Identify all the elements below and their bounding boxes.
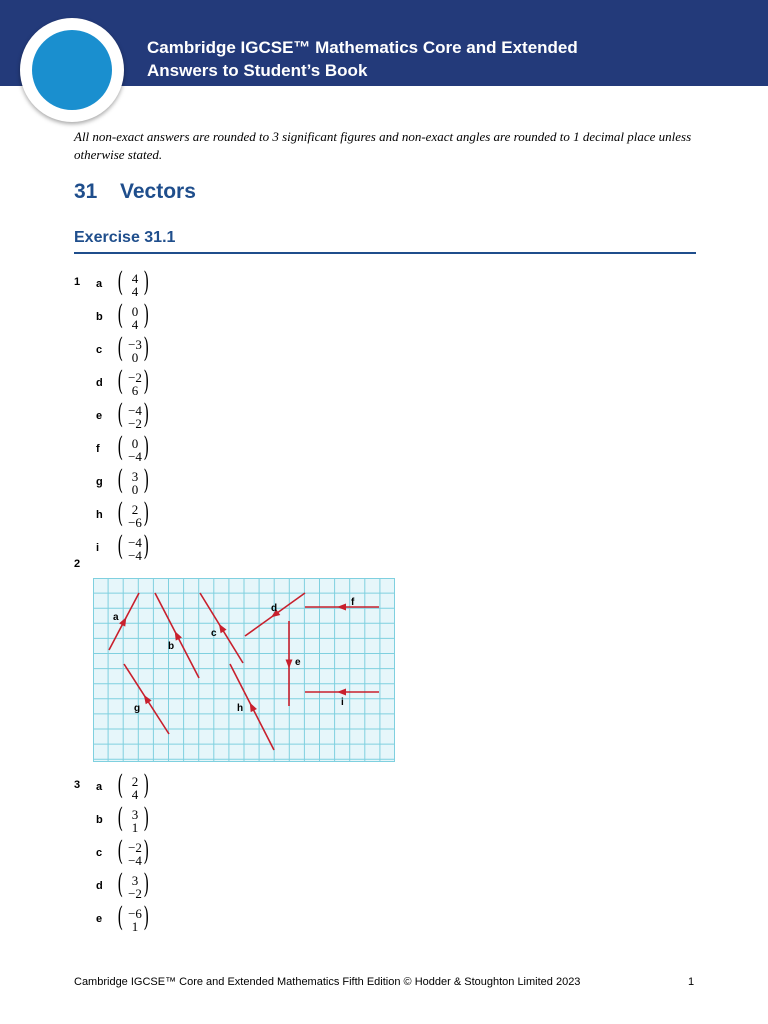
vector-bottom: −2 (128, 886, 142, 901)
vector-top: 0 (131, 304, 139, 319)
left-paren: ( (117, 836, 124, 867)
vector-top: 4 (131, 271, 139, 286)
column-vector (117, 498, 158, 530)
vector-bottom: −4 (128, 449, 142, 464)
vector-h-label: h (237, 703, 244, 714)
part-label: f (96, 443, 100, 455)
column-vector (117, 803, 158, 835)
part-label: g (96, 476, 103, 488)
heading-rule (74, 252, 696, 254)
part-label: a (96, 278, 103, 290)
right-paren: ) (143, 366, 150, 397)
right-paren: ) (143, 465, 150, 496)
vector-top: 3 (131, 807, 139, 822)
rounding-note: All non-exact answers are rounded to 3 significant figures and non-exact angles are rounded to 1 decimal place unless otherwise stated. (74, 129, 692, 162)
part-label: d (96, 377, 103, 389)
vector-grid-diagram (93, 578, 395, 762)
part-label: c (96, 847, 103, 859)
column-vector (117, 465, 158, 497)
question-number: 2 (74, 558, 81, 570)
column-vector (117, 300, 158, 332)
footer-copyright: Cambridge IGCSE™ Core and Extended Mathematics Fifth Edition © Hodder & Stoughton Limited 2023 (74, 976, 581, 988)
column-vector (117, 770, 158, 802)
part-label: d (96, 880, 103, 892)
vector-bottom: −4 (128, 853, 142, 868)
right-paren: ) (143, 902, 150, 933)
column-vector (117, 902, 158, 934)
left-paren: ( (117, 333, 124, 364)
vector-b-label: b (168, 641, 175, 652)
vector-c-label: c (211, 628, 217, 639)
left-paren: ( (117, 902, 124, 933)
question-number: 3 (74, 779, 81, 791)
right-paren: ) (143, 333, 150, 364)
question-number: 1 (74, 276, 81, 288)
vector-bottom: −6 (128, 515, 142, 530)
column-vector (117, 836, 158, 868)
column-vector (117, 333, 158, 365)
vector-g-label: g (134, 703, 141, 714)
part-label: c (96, 344, 103, 356)
vector-bottom: 6 (131, 383, 139, 398)
left-paren: ( (117, 531, 124, 562)
vector-top: 3 (131, 469, 139, 484)
vector-bottom: 0 (131, 482, 139, 497)
vector-f-label: f (351, 597, 355, 608)
left-paren: ( (117, 267, 124, 298)
right-paren: ) (143, 432, 150, 463)
left-paren: ( (117, 366, 124, 397)
left-paren: ( (117, 498, 124, 529)
chapter-title: Vectors (120, 180, 196, 203)
header-title-line1: Cambridge IGCSE™ Mathematics Core and Extended (147, 38, 578, 57)
vector-top: −2 (128, 370, 142, 385)
column-vector (117, 531, 158, 563)
vector-top: −4 (128, 535, 142, 550)
vector-a-label: a (113, 612, 119, 623)
right-paren: ) (143, 803, 150, 834)
vector-d-label: d (271, 603, 278, 614)
right-paren: ) (143, 869, 150, 900)
right-paren: ) (143, 267, 150, 298)
vector-grid-svg (93, 578, 395, 762)
column-vector (117, 399, 158, 431)
part-label: b (96, 814, 103, 826)
right-paren: ) (143, 300, 150, 331)
vector-top: 3 (131, 873, 139, 888)
vector-top: −6 (128, 906, 142, 921)
vector-bottom: 4 (131, 317, 139, 332)
vector-bottom: 4 (131, 284, 139, 299)
chapter-heading (74, 180, 196, 204)
vector-bottom: 0 (131, 350, 139, 365)
right-paren: ) (143, 498, 150, 529)
part-label: e (96, 410, 103, 422)
vector-top: 2 (131, 502, 139, 517)
right-paren: ) (143, 399, 150, 430)
logo-icon (20, 18, 124, 122)
column-vector (117, 432, 158, 464)
left-paren: ( (117, 399, 124, 430)
logo-disc (32, 30, 112, 110)
right-paren: ) (143, 770, 150, 801)
vector-bottom: −2 (128, 416, 142, 431)
vector-i-label: i (341, 697, 344, 708)
chapter-number: 31 (74, 180, 98, 203)
exercise-heading: Exercise 31.1 (74, 229, 176, 246)
vector-bottom: 1 (131, 919, 139, 934)
vector-top: −4 (128, 403, 142, 418)
vector-bottom: 4 (131, 787, 139, 802)
left-paren: ( (117, 432, 124, 463)
part-label: a (96, 781, 103, 793)
part-label: h (96, 509, 103, 521)
page-number: 1 (688, 976, 695, 988)
right-paren: ) (143, 836, 150, 867)
column-vector (117, 267, 158, 299)
vector-top: 2 (131, 774, 139, 789)
left-paren: ( (117, 465, 124, 496)
right-paren: ) (143, 531, 150, 562)
header-title (147, 36, 578, 82)
vector-bottom: 1 (131, 820, 139, 835)
column-vector (117, 869, 158, 901)
part-label: e (96, 913, 103, 925)
left-paren: ( (117, 869, 124, 900)
vector-top: −3 (128, 337, 142, 352)
vector-bottom: −4 (128, 548, 142, 563)
left-paren: ( (117, 770, 124, 801)
left-paren: ( (117, 300, 124, 331)
part-label: b (96, 311, 103, 323)
header-title-line2: Answers to Student’s Book (147, 61, 368, 80)
part-label: i (96, 542, 100, 554)
vector-e-label: e (295, 657, 301, 668)
vector-top: −2 (128, 840, 142, 855)
column-vector (117, 366, 158, 398)
vector-top: 0 (131, 436, 139, 451)
left-paren: ( (117, 803, 124, 834)
